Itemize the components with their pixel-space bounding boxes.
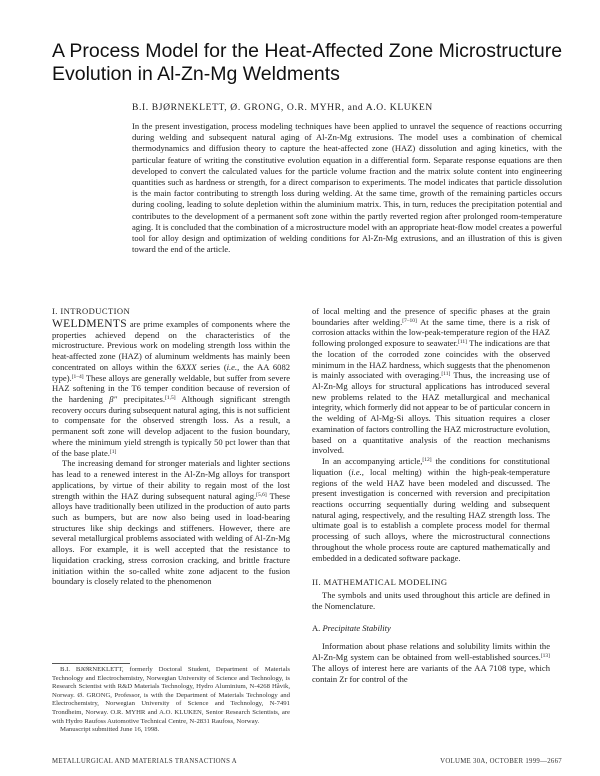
citation: [12] — [422, 457, 432, 464]
left-column — [52, 306, 290, 587]
citation: [13] — [540, 653, 550, 660]
intro-paragraph-2: The increasing demand for stronger materials and lighter sections has lead to a renewed interest in the Al-Zn-Mg alloys for transport applications, by virtue of their ability to regain most of the lost strength within the HAZ during subsequent natural aging.[5,6] These alloys have traditionally been utilized in the production of auto parts such as bumpers, but are now also being used in load-bearing structures like ship deckings and stiffeners. However, there are several metallurgical problems associated with welding of Al-Zn-Mg alloys. For example, it is well accepted that the resistance to liquidation cracking, stress corrosion cracking, and brittle fracture initiation within the so-called white zone adjacent to the fusion boundary is closely related to the phenomenon — [52, 458, 291, 587]
section-heading-modeling: II. MATHEMATICAL MODELING — [312, 577, 448, 588]
citation: [11] — [458, 339, 468, 346]
citation: [11] — [441, 371, 451, 378]
citation: [1–4] — [71, 373, 84, 380]
subsection-heading-a: A. Precipitate Stability — [312, 622, 391, 633]
submission-date: Manuscript submitted June 16, 1998. — [60, 726, 160, 734]
volume-page-number: VOLUME 30A, OCTOBER 1999—2667 — [440, 758, 562, 765]
citation: [7–10] — [402, 317, 417, 324]
section-heading-introduction: I. INTRODUCTION — [52, 306, 131, 316]
author-affiliations: B.I. BJØRNEKLETT, formerly Doctoral Student, Department of Materials Technology and Electrochemistry, Norwegian University of Science and Technology, is Research Scientist with R&D Materials Technology, Hydro Aluminium, N-4268 Håvik, Norway. Ø. GRONG, Professor, is with the Department of Materials Technology and Electrochemistry, Norwegian University of Science and Technology, N-7491 Trondheim, Norway. O.R. MYHR and A.O. KLUKEN, Senior Research Scientists, are with Hydro Raufoss Automotive Technical Centre, N-2831 Raufoss, Norway. — [52, 666, 290, 725]
dropcap-word: WELDMENTS — [52, 318, 127, 330]
subsection-a-paragraph: Information about phase relations and solubility limits within the Al-Zn-Mg system can be obtained from well-established sources.[13] The alloys of interest here are variants of the AA 7108 type, which contain Zr for control of the — [312, 641, 550, 684]
right-column — [312, 306, 550, 684]
footnote — [52, 666, 290, 735]
article-title: A Process Model for the Heat-Affected Zone Microstructure Evolution in Al-Zn-Mg Weldments — [52, 40, 563, 85]
intro-paragraph-1: WELDMENTS are prime examples of components where the properties achieved depend on the characteristics of the microstructure. Previous work on modeling strength loss within the heat-affected zone (HAZ) of aluminum weldments has mainly been concentrated on alloys within the 6XXX series (i.e., the AA 6082 type).[1–4] These alloys are generally weldable, but suffer from severe HAZ softening in the T6 temper condition because of reversion of the hardening β″ precipitates.[1,5] Although significant strength recovery occurs during subsequent natural aging, this is not sufficient to compensate for the observed strength loss. As a result, a permanent soft zone will develop adjacent to the fusion boundary, where the minimum yield strength is typically 50 pct lower than that of the base plate.[1] — [52, 318, 290, 458]
abstract: In the present investigation, process modeling techniques have been applied to unravel the sequence of reactions occurring during welding and subsequent natural aging of Al-Zn-Mg extrusions. The model uses a combination of chemical thermodynamics and diffusion theory to capture the heat-affected zone (HAZ) dissolution and aging kinetics, with the particular feature of writing the constitutive evolution equation in a differential form. Separate response equations are then developed to convert the calculated values for the particle volume fraction and the matrix solute content into engineering quantities such as hardness or strength, for a direct comparison to experiments. The model indicates that particle dissolution is the main factor contributing to strength loss during welding. At the same time, growth of the remaining particles occurs during cooling, leading to solute depletion within the aluminium matrix. This, in turn, reduces the precipitation potential and contributes to the development of a permanent soft zone within the partly reverted region after prolonged room-temperature aging. It is concluded that the combination of a microstructure model with an appropriate heat-flow model creates a powerful tool for alloy design and optimization of welding conditions for Al-Zn-Mg extrusions, and an illustration of this is given toward the end of the article. — [132, 121, 562, 255]
intro-paragraph-3: of local melting and the presence of specific phases at the grain boundaries after welding.[7–10] At the same time, there is a risk of corrosion attacks within the low-peak-temperature region of the HAZ following prolonged exposure to seawater.[11] The indications are that the location of the corroded zone coincides with the observed minimum in the HAZ hardness, which suggests that the phenomenon is mainly associated with overaging.[11] Thus, the increasing use of Al-Zn-Mg alloys for structural applications has introduced several new problems related to the HAZ metallurgical and mechanical integrity, which formerly did not appear to be of particular concern in the welding of Al-Mg-Si alloys. This situation requires a closer examination of factors controlling the HAZ microstructure evolution, based on a quantitative analysis of the reaction mechanisms involved. — [312, 306, 550, 456]
author-list: B.I. BJØRNEKLETT, Ø. GRONG, O.R. MYHR, and A.O. KLUKEN — [132, 102, 433, 113]
journal-name: METALLURGICAL AND MATERIALS TRANSACTIONS A — [52, 758, 238, 765]
intro-paragraph-4: In an accompanying article,[12] the conditions for constitutional liquation (i.e., local melting) within the high-peak-temperature regions of the weld HAZ have been modeled and discussed. The present investigation is concerned with reversion and precipitation reactions occurring sequentially during welding and subsequent natural aging, respectively, and the resulting HAZ strength loss. The ultimate goal is to establish a complete process model for thermal processing of such alloys, where the microstructural connections throughout the whole process route are captured mathematically and embedded in a dedicated software package. — [312, 456, 551, 563]
modeling-paragraph: The symbols and units used throughout this article are defined in the Nomenclature. — [312, 590, 550, 611]
footnote-rule — [52, 663, 130, 664]
citation: [1] — [109, 448, 117, 455]
citation: [1,5] — [165, 395, 176, 402]
citation: [5,6] — [256, 491, 267, 498]
